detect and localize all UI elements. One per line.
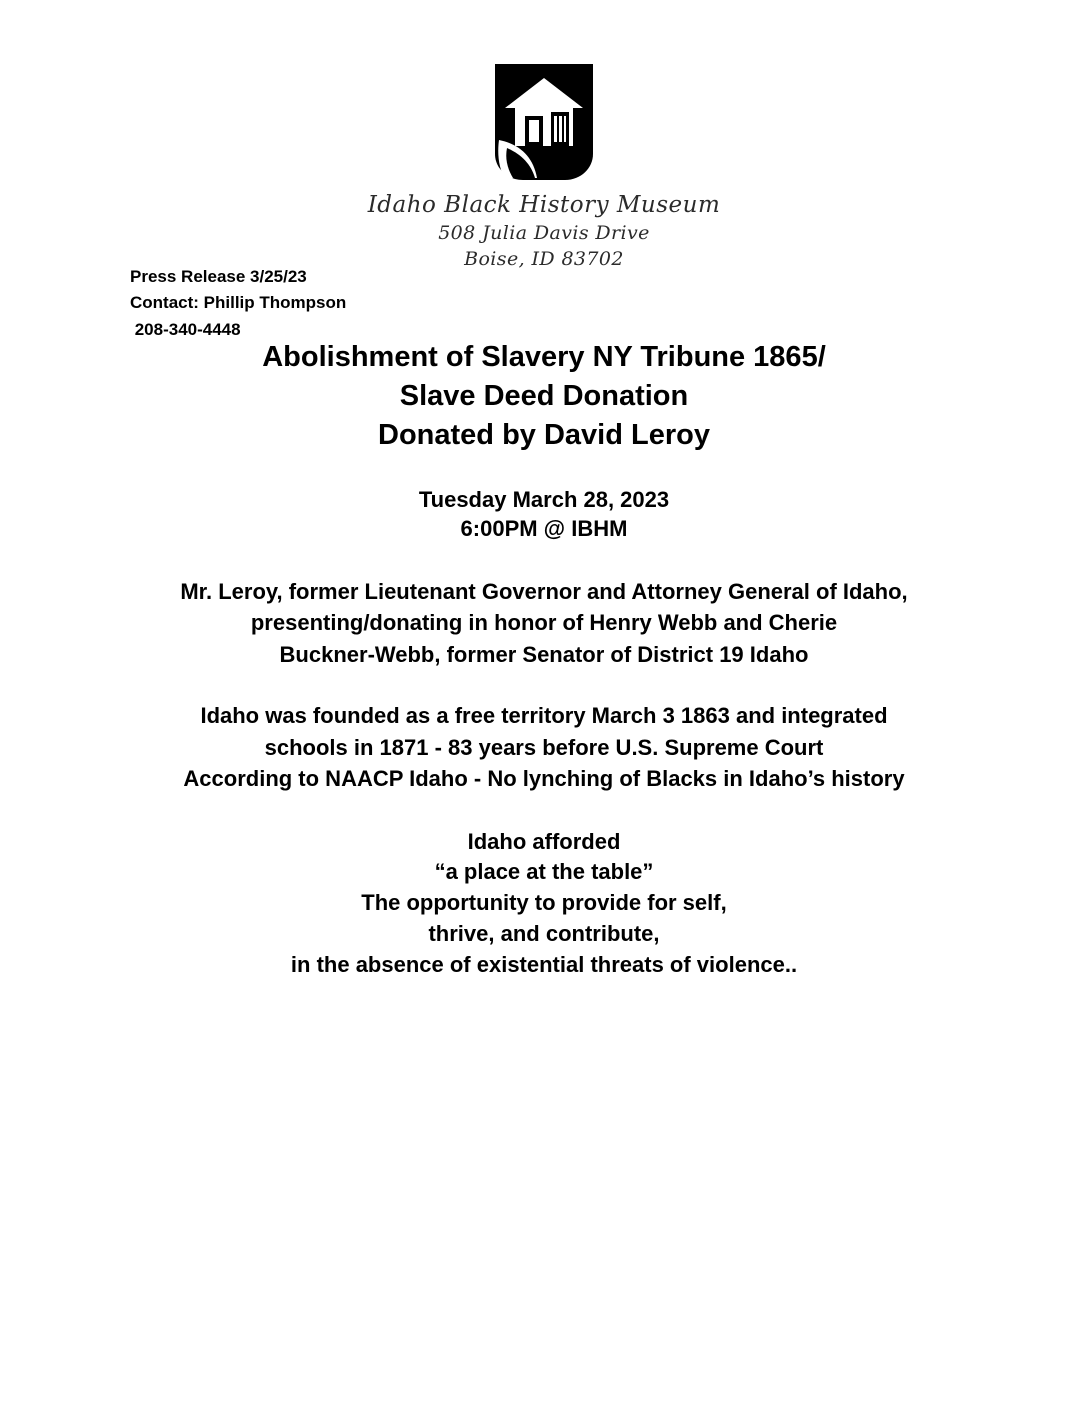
closing-line-4: thrive, and contribute, bbox=[428, 921, 660, 947]
press-release-date: Press Release 3/25/23 bbox=[130, 267, 307, 286]
paragraph-history-line-3: According to NAACP Idaho - No lynching of Blacks in Idaho’s history bbox=[183, 766, 905, 792]
museum-address: 508 Julia Davis Drive bbox=[438, 222, 650, 245]
museum-logo-text bbox=[0, 190, 1088, 272]
closing-line-1: Idaho afforded bbox=[467, 828, 621, 854]
press-release-phone: 208-340-4448 bbox=[130, 319, 241, 339]
paragraph-presenter-line-2: presenting/donating in honor of Henry Webb and Cherie bbox=[250, 610, 838, 636]
spacer-after-paragraph-2 bbox=[0, 795, 1088, 827]
event-datetime bbox=[0, 485, 1088, 544]
spacer-after-paragraph-1 bbox=[0, 670, 1088, 700]
museum-name: Idaho Black History Museum bbox=[367, 192, 721, 218]
museum-logo-block bbox=[0, 58, 1088, 272]
page-title-line-1: Abolishment of Slavery NY Tribune 1865/ bbox=[262, 341, 826, 373]
paragraph-presenter-line-3: Buckner-Webb, former Senator of District 19 Idaho bbox=[279, 641, 809, 667]
document-body bbox=[0, 338, 1088, 981]
paragraph-history bbox=[0, 700, 1088, 794]
closing-line-5: in the absence of existential threats of violence.. bbox=[290, 951, 798, 977]
spacer-after-title bbox=[0, 455, 1088, 485]
press-release-contact: Contact: Phillip Thompson bbox=[130, 293, 347, 313]
paragraph-history-line-1: Idaho was founded as a free territory March 3 1863 and integrated bbox=[200, 703, 888, 729]
closing-line-3: The opportunity to provide for self, bbox=[361, 890, 727, 916]
paragraph-history-line-2: schools in 1871 - 83 years before U.S. Supreme Court bbox=[264, 734, 824, 760]
press-release-header bbox=[130, 264, 346, 343]
page-title-line-2: Slave Deed Donation bbox=[399, 379, 689, 412]
museum-city-state-zip: Boise, ID 83702 bbox=[464, 247, 624, 270]
page-title bbox=[0, 338, 1088, 455]
event-time-location: 6:00PM @ IBHM bbox=[460, 516, 628, 542]
museum-house-logo-icon bbox=[0, 58, 1088, 186]
closing-statement bbox=[0, 827, 1088, 981]
closing-line-2: “a place at the table” bbox=[434, 859, 654, 885]
page-title-line-3: Donated by David Leroy bbox=[378, 418, 710, 451]
paragraph-presenter bbox=[0, 576, 1088, 670]
paragraph-presenter-line-1: Mr. Leroy, former Lieutenant Governor and Attorney General of Idaho, bbox=[180, 578, 908, 604]
spacer-after-datetime bbox=[0, 544, 1088, 576]
event-date: Tuesday March 28, 2023 bbox=[418, 486, 670, 512]
